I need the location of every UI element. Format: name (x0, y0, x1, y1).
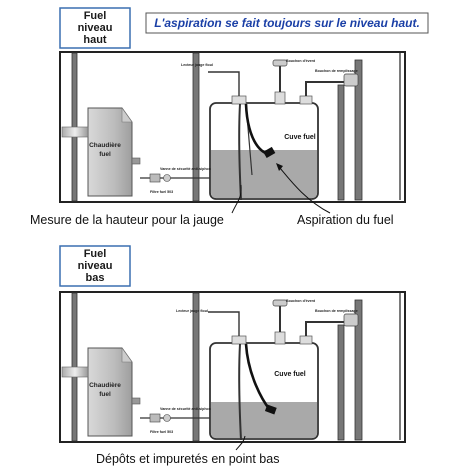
top-fuel-level (211, 150, 317, 198)
top-valve (150, 174, 171, 182)
bottom-title-line-2: niveau (77, 260, 113, 272)
bottom-valve-label: Vanne de sécurité anti-siphon (160, 407, 211, 411)
top-note-text: L'aspiration se fait toujours sur le niveau haut. (154, 16, 420, 30)
bottom-fill-label: Bouchon de remplissage (315, 309, 358, 313)
bottom-title-line-1: Fuel (83, 248, 107, 260)
top-boiler-label-1: Chaudière (89, 142, 121, 149)
top-title-line-2: niveau (77, 22, 113, 34)
top-fill-label: Bouchon de remplissage (315, 69, 358, 73)
top-panel (30, 8, 428, 227)
bottom-panel (60, 246, 405, 466)
bottom-gauge-label: Lecteur jauge fioul (176, 309, 208, 313)
top-boiler-label-2: fuel (99, 151, 111, 158)
top-vent-cap (273, 60, 287, 66)
top-flue-pipe (62, 127, 88, 137)
bottom-valve (150, 414, 171, 422)
top-tank (210, 92, 318, 199)
bottom-boiler-label-2: fuel (99, 391, 111, 398)
bottom-tank-label: Cuve fuel (274, 371, 306, 378)
top-title-box (60, 8, 130, 48)
top-fill-cap (344, 74, 358, 86)
top-tank-label: Cuve fuel (284, 134, 316, 141)
top-valve-label: Vanne de sécurité anti-siphon (160, 167, 211, 171)
bottom-fill-cap (344, 314, 358, 326)
bottom-vent-cap (273, 300, 287, 306)
top-title-line-3: haut (83, 34, 107, 46)
top-vent-label: Bouchon d'évent (286, 59, 316, 63)
bottom-tank (210, 332, 318, 439)
top-gauge-label: Lecteur jauge fioul (181, 63, 213, 67)
bottom-boiler-label-1: Chaudière (89, 382, 121, 389)
bottom-fuel-level (211, 402, 317, 438)
bottom-vent-label: Bouchon d'évent (286, 299, 316, 303)
top-caption-right: Aspiration du fuel (297, 213, 394, 227)
bottom-title-line-3: bas (85, 272, 105, 284)
bottom-filter-label: Filtre fuel 503 (150, 430, 174, 434)
top-title-line-1: Fuel (83, 10, 107, 22)
top-filter-label: Filtre fuel 503 (150, 190, 174, 194)
top-caption-left: Mesure de la hauteur pour la jauge (30, 213, 224, 227)
bottom-flue-pipe (62, 367, 88, 377)
top-note (146, 13, 428, 33)
bottom-caption: Dépôts et impuretés en point bas (96, 452, 280, 466)
bottom-title-box (60, 246, 130, 286)
